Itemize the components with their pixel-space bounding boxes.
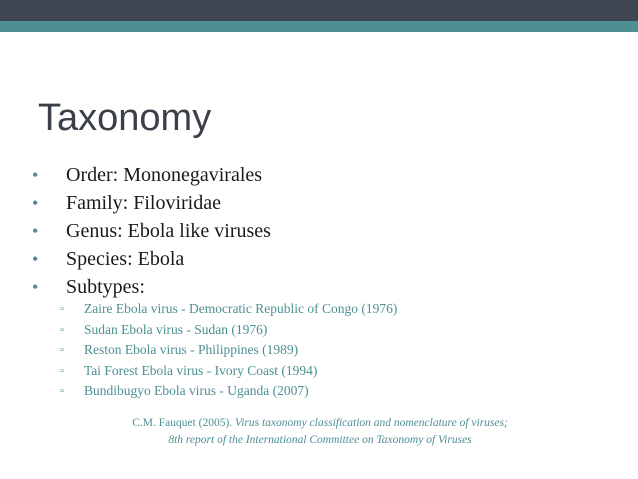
slide-title: Taxonomy: [38, 97, 212, 139]
subtype-text: Zaire Ebola virus - Democratic Republic of Congo (1976): [84, 301, 398, 316]
square-bullet-icon: ▫: [60, 385, 64, 397]
bullet-text: Subtypes:: [66, 276, 145, 298]
header-accent-band: [0, 21, 638, 32]
square-bullet-icon: ▫: [60, 323, 64, 336]
bullet-dot-icon: •: [32, 249, 39, 269]
square-bullet-icon: ▫: [60, 303, 64, 315]
bullet-dot-icon: •: [32, 165, 39, 185]
citation-line-1: [60, 415, 580, 432]
subtype-text: Reston Ebola virus - Philippines (1989): [84, 342, 299, 357]
subtype-text: Sudan Ebola virus - Sudan (1976): [84, 321, 268, 337]
header-dark-band: [0, 0, 638, 21]
square-bullet-icon: ▫: [60, 364, 64, 377]
bullet-text: Species: Ebola: [66, 248, 185, 270]
citation: [60, 415, 580, 449]
bullet-text: Family: Filoviridae: [66, 192, 221, 214]
square-bullet-icon: ▫: [60, 344, 64, 356]
citation-title-part-1: Virus taxonomy classification and nomenclature of viruses;: [235, 417, 508, 429]
subtype-text: Tai Forest Ebola virus - Ivory Coast (1994): [84, 362, 318, 378]
bullet-text: Order: Mononegavirales: [66, 164, 263, 186]
citation-title-part-2: 8th report of the International Committee on Taxonomy of Viruses: [168, 434, 472, 446]
bullet-text: Genus: Ebola like viruses: [66, 220, 271, 242]
bullet-dot-icon: •: [32, 221, 39, 241]
bullet-dot-icon: •: [32, 277, 39, 297]
bullet-dot-icon: •: [32, 193, 39, 213]
subtype-text: Bundibugyo Ebola virus - Uganda (2007): [84, 383, 309, 398]
citation-author: C.M. Fauquet (2005).: [132, 417, 233, 429]
